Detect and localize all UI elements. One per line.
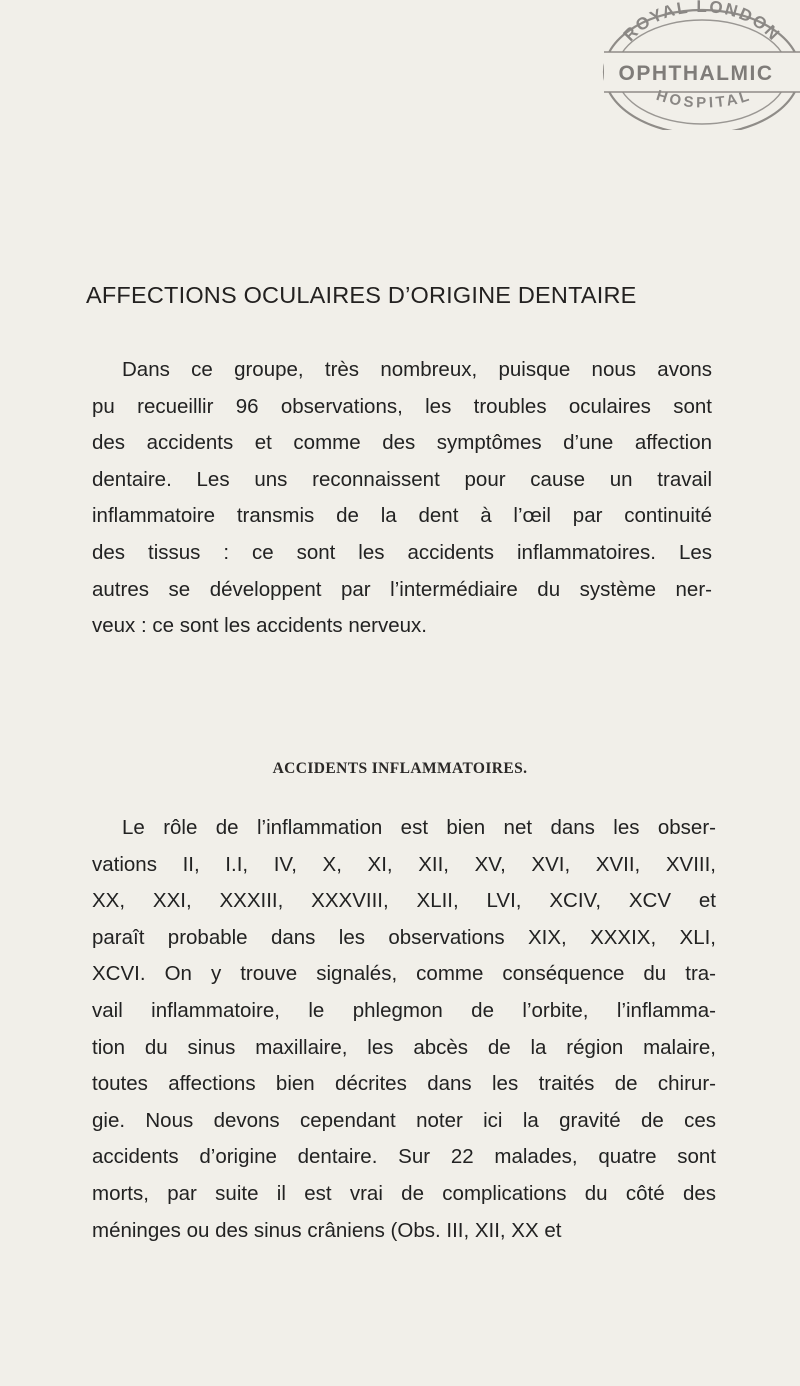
- chapter-title: AFFECTIONS OCULAIRES D’ORIGINE DENTAIRE: [86, 282, 637, 308]
- text-line: dentaire. Les uns reconnaissent pour cause un travail: [92, 467, 712, 491]
- stamp-seal-icon: [592, 0, 800, 130]
- text-line: accidents d’origine dentaire. Sur 22 malades, quatre sont: [92, 1145, 716, 1169]
- text-line: morts, par suite il est vrai de complications du côté des: [92, 1181, 716, 1205]
- text-line: Le rôle de l’inflammation est bien net dans les obser-: [122, 816, 716, 839]
- text-line: inflammatoire transmis de la dent à l’œil par continuité: [92, 504, 712, 528]
- text-line: pu recueillir 96 observations, les troubles oculaires sont: [92, 394, 712, 418]
- library-stamp: [592, 0, 800, 130]
- text-line: tion du sinus maxillaire, les abcès de la région malaire,: [92, 1035, 716, 1059]
- text-line: Dans ce groupe, très nombreux, puisque nous avons: [122, 358, 712, 381]
- stamp-top-text: ROYAL LONDON: [619, 0, 785, 45]
- text-line: paraît probable dans les observations XIX, XXXIX, XLI,: [92, 925, 716, 949]
- text-line: autres se développent par l’intermédiaire du système ner-: [92, 577, 712, 601]
- intro-paragraph: [92, 352, 712, 645]
- section-paragraph: [92, 810, 716, 1249]
- text-line: gie. Nous devons cependant noter ici la gravité de ces: [92, 1108, 716, 1132]
- text-line: veux : ce sont les accidents nerveux.: [92, 614, 428, 638]
- svg-text:ROYAL LONDON: [620, 0, 785, 45]
- text-line: vail inflammatoire, le phlegmon de l’orbite, l’inflamma-: [92, 998, 716, 1022]
- text-line: des accidents et comme des symptômes d’une affection: [92, 431, 712, 455]
- stamp-middle-text: OPHTHALMIC: [618, 62, 774, 85]
- stamp-bottom-text: HOSPITAL: [654, 86, 754, 112]
- text-line: XCVI. On y trouve signalés, comme conséquence du tra-: [92, 962, 716, 986]
- text-line: des tissus : ce sont les accidents inflammatoires. Les: [92, 540, 712, 564]
- text-line: vations II, I.I, IV, X, XI, XII, XV, XVI, XVII, XVIII,: [92, 852, 716, 876]
- section-heading: ACCIDENTS INFLAMMATOIRES.: [272, 760, 528, 777]
- text-line: toutes affections bien décrites dans les traités de chirur-: [92, 1072, 716, 1096]
- text-line: XX, XXI, XXXIII, XXXVIII, XLII, LVI, XCIV, XCV et: [92, 889, 716, 913]
- text-line: méninges ou des sinus crâniens (Obs. III, XII, XX et: [92, 1218, 562, 1242]
